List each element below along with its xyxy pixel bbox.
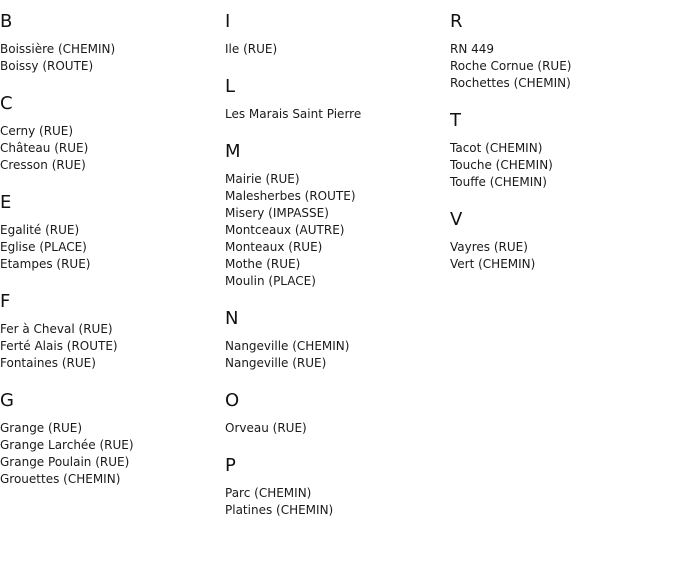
letter-heading: V bbox=[450, 209, 463, 230]
letter-heading: T bbox=[450, 110, 461, 131]
letter-group-c bbox=[0, 93, 220, 174]
index-column-3 bbox=[450, 11, 670, 291]
letter-group-n bbox=[225, 308, 445, 372]
street-list bbox=[450, 239, 670, 273]
street-link[interactable]: Misery (IMPASSE) bbox=[225, 206, 329, 220]
street-link[interactable]: Cresson (RUE) bbox=[0, 158, 86, 172]
street-list bbox=[225, 338, 445, 372]
letter-group-o bbox=[225, 390, 445, 437]
street-link[interactable]: Parc (CHEMIN) bbox=[225, 486, 312, 500]
letter-heading: L bbox=[225, 76, 236, 97]
street-link[interactable]: Etampes (RUE) bbox=[0, 257, 91, 271]
street-link[interactable]: Platines (CHEMIN) bbox=[225, 503, 334, 517]
street-link[interactable]: Grange Larchée (RUE) bbox=[0, 438, 134, 452]
letter-group-m bbox=[225, 141, 445, 290]
letter-group-p bbox=[225, 455, 445, 519]
street-link[interactable]: Egalité (RUE) bbox=[0, 223, 80, 237]
street-link[interactable]: Touche (CHEMIN) bbox=[450, 158, 553, 172]
index-column-1 bbox=[0, 11, 220, 506]
letter-group-i bbox=[225, 11, 445, 58]
street-link[interactable]: Boissière (CHEMIN) bbox=[0, 42, 116, 56]
street-link[interactable]: Vayres (RUE) bbox=[450, 240, 528, 254]
street-link[interactable]: Grange (RUE) bbox=[0, 421, 83, 435]
street-link[interactable]: Fer à Cheval (RUE) bbox=[0, 322, 113, 336]
street-link[interactable]: Moulin (PLACE) bbox=[225, 274, 316, 288]
letter-group-v bbox=[450, 209, 670, 273]
street-link[interactable]: Nangeville (CHEMIN) bbox=[225, 339, 350, 353]
street-link[interactable]: Boissy (ROUTE) bbox=[0, 59, 94, 73]
street-link[interactable]: Grouettes (CHEMIN) bbox=[0, 472, 121, 486]
street-link[interactable]: Eglise (PLACE) bbox=[0, 240, 87, 254]
letter-group-b bbox=[0, 11, 220, 75]
street-link[interactable]: Nangeville (RUE) bbox=[225, 356, 327, 370]
letter-group-e bbox=[0, 192, 220, 273]
street-link[interactable]: RN 449 bbox=[450, 42, 495, 56]
letter-heading: G bbox=[0, 390, 14, 411]
street-link[interactable]: Monteaux (RUE) bbox=[225, 240, 323, 254]
street-link[interactable]: Touffe (CHEMIN) bbox=[450, 175, 547, 189]
letter-heading: P bbox=[225, 455, 236, 476]
letter-group-l bbox=[225, 76, 445, 123]
street-link[interactable]: Roche Cornue (RUE) bbox=[450, 59, 572, 73]
letter-heading: E bbox=[0, 192, 12, 213]
letter-group-t bbox=[450, 110, 670, 191]
letter-heading: R bbox=[450, 11, 463, 32]
letter-group-r bbox=[450, 11, 670, 92]
street-link[interactable]: Ile (RUE) bbox=[225, 42, 278, 56]
letter-heading: M bbox=[225, 141, 241, 162]
letter-heading: C bbox=[0, 93, 13, 114]
letter-heading: I bbox=[225, 11, 231, 32]
letter-heading: F bbox=[0, 291, 11, 312]
street-link[interactable]: Château (RUE) bbox=[0, 141, 89, 155]
street-list bbox=[450, 140, 670, 191]
street-list bbox=[225, 106, 445, 123]
street-list bbox=[225, 41, 445, 58]
letter-heading: B bbox=[0, 11, 13, 32]
street-link[interactable]: Malesherbes (ROUTE) bbox=[225, 189, 356, 203]
street-list bbox=[0, 123, 220, 174]
street-list bbox=[225, 420, 445, 437]
street-link[interactable]: Les Marais Saint Pierre bbox=[225, 107, 362, 121]
street-list bbox=[0, 420, 220, 488]
letter-group-g bbox=[0, 390, 220, 488]
street-link[interactable]: Montceaux (AUTRE) bbox=[225, 223, 345, 237]
street-link[interactable]: Grange Poulain (RUE) bbox=[0, 455, 130, 469]
street-list bbox=[225, 485, 445, 519]
street-list bbox=[0, 321, 220, 372]
street-link[interactable]: Ferté Alais (ROUTE) bbox=[0, 339, 118, 353]
street-list bbox=[450, 41, 670, 92]
letter-heading: O bbox=[225, 390, 240, 411]
street-link[interactable]: Fontaines (RUE) bbox=[0, 356, 96, 370]
street-list bbox=[0, 41, 220, 75]
street-link[interactable]: Cerny (RUE) bbox=[0, 124, 74, 138]
street-list bbox=[225, 171, 445, 290]
street-link[interactable]: Orveau (RUE) bbox=[225, 421, 307, 435]
street-link[interactable]: Vert (CHEMIN) bbox=[450, 257, 536, 271]
street-link[interactable]: Mairie (RUE) bbox=[225, 172, 300, 186]
street-link[interactable]: Rochettes (CHEMIN) bbox=[450, 76, 571, 90]
street-link[interactable]: Mothe (RUE) bbox=[225, 257, 301, 271]
index-column-2 bbox=[225, 11, 445, 537]
street-list bbox=[0, 222, 220, 273]
letter-heading: N bbox=[225, 308, 239, 329]
letter-group-f bbox=[0, 291, 220, 372]
street-link[interactable]: Tacot (CHEMIN) bbox=[450, 141, 543, 155]
